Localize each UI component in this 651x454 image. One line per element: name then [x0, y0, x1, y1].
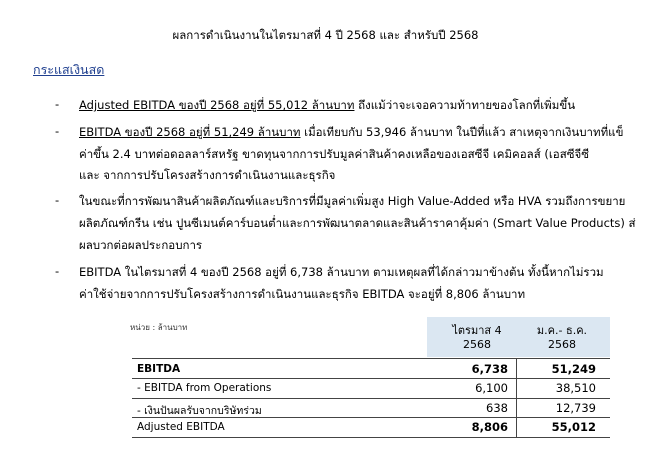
bullet-2-highlight: EBITDA ของปี 2568 อยู่ที่ 51,249 ล้านบาท	[79, 125, 301, 139]
table-cell-fy-ebitda-operations: 38,510	[555, 381, 596, 395]
bullet-1-line-1	[79, 97, 575, 115]
table-header-divider	[132, 358, 610, 359]
column-divider	[516, 358, 517, 437]
col-header-q4: ไตรมาส 4	[452, 324, 502, 337]
section-heading-cash-flow: กระแสเงินสด	[33, 62, 105, 77]
bullet-4-line-1: EBITDA ในไตรมาสที่ 4 ของปี 2568 อยู่ที่ 6,738 ล้านบาท ตามเหตุผลที่ได้กล่าวมาข้างต้น ทั้งนี้หากไม่รวม	[79, 265, 604, 279]
table-cell-fy-dividend: 12,739	[555, 401, 596, 415]
bullet-3-line-1: ในขณะที่การพัฒนาสินค้าผลิตภัณฑ์และบริการที่มีมูลค่าเพิ่มสูง High Value-Added หรือ HVA รวมถึงการขยาย	[79, 194, 626, 208]
page-title: ผลการดำเนินงานในไตรมาสที่ 4 ปี 2568 และ สำหรับปี 2568	[172, 28, 479, 42]
col-header-fy: ม.ค.- ธ.ค.	[536, 324, 588, 337]
bullet-2-text: เมื่อเทียบกับ 53,946 ล้านบาท ในปีที่แล้ว สาเหตุจากเงินบาทที่แข็	[300, 125, 624, 139]
bullet-1-highlight: Adjusted EBITDA ของปี 2568 อยู่ที่ 55,012 ล้านบาท	[79, 98, 355, 112]
table-row-label-dividend: - เงินปันผลรับจากบริษัทร่วม	[137, 405, 262, 417]
bullet-2-line-1	[79, 124, 623, 142]
table-unit-note: หน่วย : ล้านบาท	[130, 323, 188, 332]
bullet-3-line-3: ผลบวกต่อผลประกอบการ	[79, 238, 203, 252]
table-bottom-border	[132, 437, 610, 438]
bullet-3-line-2: ผลิตภัณฑ์กรีน เช่น ปูนซีเมนต์คาร์บอนต่ำและการพัฒนาตลาดและสินค้าราคาคุ้มค่า (Smart Value Products) ส่	[79, 216, 636, 230]
table-row-label-ebitda-operations: - EBITDA from Operations	[137, 382, 272, 394]
table-row-label-adjusted-ebitda: Adjusted EBITDA	[137, 421, 225, 433]
table-cell-fy-ebitda: 51,249	[551, 362, 596, 376]
bullet-marker: -	[55, 193, 60, 207]
bullet-2-line-2: ค่าขึ้น 2.4 บาทต่อดอลลาร์สหรัฐ ขาดทุนจากการปรับมูลค่าสินค้าคงเหลือของเอสซีจี เคมิคอลส์ (เอสซีจีซี	[79, 147, 590, 161]
bullet-marker: -	[55, 124, 60, 138]
table-row-label-ebitda: EBITDA	[137, 363, 181, 375]
bullet-marker: -	[55, 97, 60, 111]
bullet-4-line-2: ค่าใช้จ่ายจากการปรับโครงสร้างการดำเนินงานและธุรกิจ EBITDA จะอยู่ที่ 8,806 ล้านบาท	[79, 287, 526, 301]
bullet-marker: -	[55, 264, 60, 278]
table-cell-q4-dividend: 638	[486, 401, 508, 415]
col-header-q4-year: 2568	[463, 338, 491, 351]
row-divider	[132, 378, 610, 379]
table-cell-q4-ebitda-operations: 6,100	[475, 381, 508, 395]
table-cell-q4-ebitda: 6,738	[471, 362, 508, 376]
table-cell-q4-adjusted-ebitda: 8,806	[471, 420, 508, 434]
row-divider	[132, 398, 610, 399]
bullet-2-line-3: และ จากการปรับโครงสร้างการดำเนินงานและธุรกิจ	[79, 168, 336, 182]
col-header-fy-year: 2568	[548, 338, 576, 351]
table-cell-fy-adjusted-ebitda: 55,012	[551, 420, 596, 434]
bullet-1-text: ถึงแม้ว่าจะเจอความท้าทายของโลกที่เพิ่มขึ้น	[354, 98, 576, 112]
